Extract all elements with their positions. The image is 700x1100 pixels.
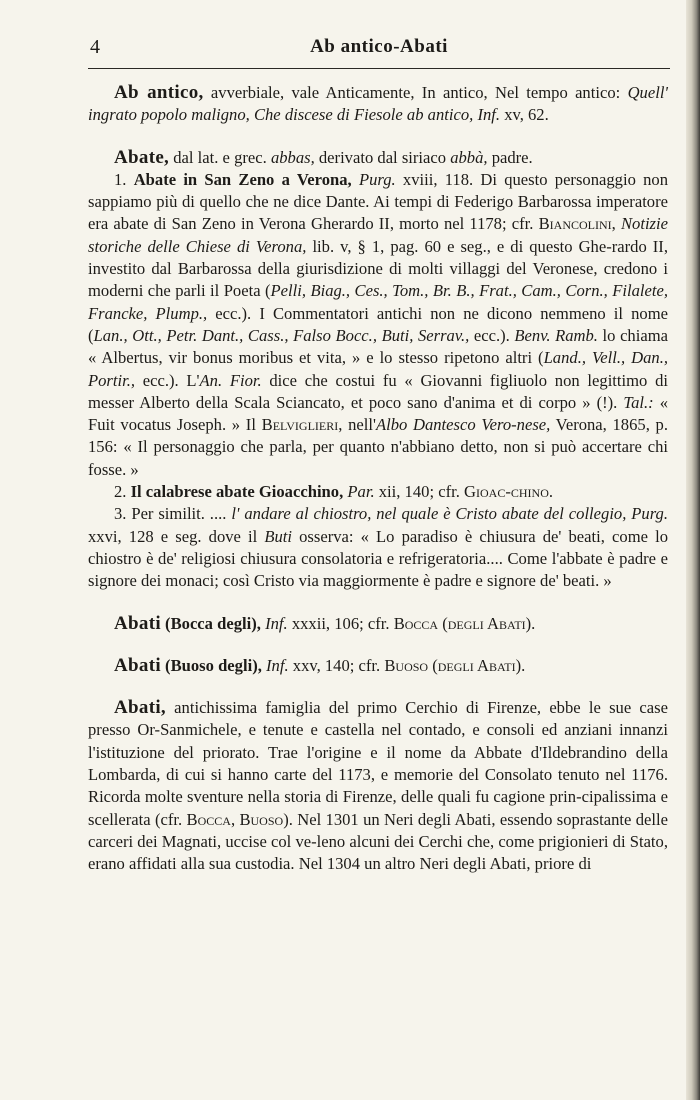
page-header — [88, 36, 670, 66]
subheadword: Il calabrese abate Gioacchino, — [130, 482, 344, 502]
entry-abati-bocca: Abati (Bocca degli), Inf. xxxii, 106; cfr. Bocca (degli Abati). — [114, 612, 536, 634]
book-spine-shadow — [686, 0, 700, 1100]
page-content — [88, 82, 668, 876]
entry-abate-sense-2: 2. Il calabrese abate Gioacchino, Par. xii, 140; cfr. Gioac-chino. — [114, 482, 554, 502]
headword: Ab antico, — [114, 82, 204, 103]
entry-abati: Abati, antichissima famiglia del primo Cerchio di Firenze, ebbe le sue case presso Or-Sanmichele, e tenute e castella nel contado, e consoli ed anziani innanzi l'istituzione del priorato. Trae l'origine e il nome da Abbate d'Ildebrandino della Lombarda, di cui si hanno carte del 1173, e memorie del Consolato tenuto nel 1176. Ricorda molte sventure nella storia di Firenze, delle quali fu cagione prin-cipalissima e scellerata (cfr. Bocca, Buoso). Nel 1301 un Neri degli Abati, essendo soprastante delle carceri dei Magnati, uccise col ve-leno alcuni dei Cerchi che, come prigionieri di Stato, erano affidati alla sua custodia. Nel 1304 un altro Neri degli Abati, priore di — [88, 697, 668, 874]
header-rule — [88, 68, 670, 69]
running-head: Ab antico-Abati — [310, 36, 448, 57]
entry-abati-buoso: Abati (Buoso degli), Inf. xxv, 140; cfr. Buoso (degli Abati). — [114, 654, 526, 676]
headword: Abati — [114, 654, 161, 676]
entry-abate-sense-1: 1. Abate in San Zeno a Verona, Purg. xviii, 118. Di questo personaggio non sappiamo più di quello che ne dice Dante. Ai tempi di Federigo Barbarossa imperatore era abate di San Zeno in Verona Gherardo II, morto nel 1178; cfr. Biancolini, Notizie storiche delle Chiese di Verona, lib. v, § 1, pag. 60 e seg., e di questo Ghe-rardo II, investito dal Barbarossa della giurisdizione di molti villaggi del Veronese, credono i moderni che parli il Poeta (Pelli, Biag., Ces., Tom., Br. B., Frat., Cam., Corn., Filalete, Francke, Plump., ecc.). I Commentatori antichi non ne dicono nemmeno il nome (Lan., Ott., Petr. Dant., Cass., Falso Bocc., Buti, Serrav., ecc.). Benv. Ramb. lo chiama « Albertus, vir bonus moribus et vita, » e lo stesso ripetono altri (Land., Vell., Dan., Portir., ecc.). L'An. Fior. dice che costui fu « Giovanni figliuolo non legittimo di messer Alberto della Scala Sciancato, et poco sano d'anima et di corpo » (!). Tal.: « Fuit vocatus Joseph. » Il Belviglieri, nell'Albo Dantesco Vero-nese, Verona, 1865, p. 156: « Il personaggio che parla, per quanto n'abbiano detto, non si può accertare chi fosse. » — [88, 169, 668, 479]
page-number: 4 — [90, 36, 100, 58]
headword: Abate, — [114, 146, 170, 168]
headword: Abati — [114, 612, 161, 634]
entry-ab-antico: Ab antico, avverbiale, vale Anticamente, In antico, Nel tempo antico: Quell' ingrato popolo maligno, Che discese di Fiesole ab antico, Inf. xv, 62. — [88, 82, 668, 125]
entry-abate: Abate, dal lat. e grec. abbas, derivato dal siriaco abbà, padre. — [114, 146, 533, 168]
subheadword: Abate in San Zeno a Verona, — [133, 169, 352, 189]
entry-abate-sense-3: 3. Per similit. .... l' andare al chiostro, nel quale è Cristo abate del collegio, Purg. xxvi, 128 e seg. dove il Buti osserva: « Lo paradiso è chiusura de' beati, come lo chiostro è de' religiosi chiusura consolatoria e refrigeratoria.... Come l'abbate è padre e signore dei monaci; così Cristo via maggiormente è padre e signore de' beati. » — [88, 504, 668, 591]
headword: Abati, — [114, 697, 166, 719]
